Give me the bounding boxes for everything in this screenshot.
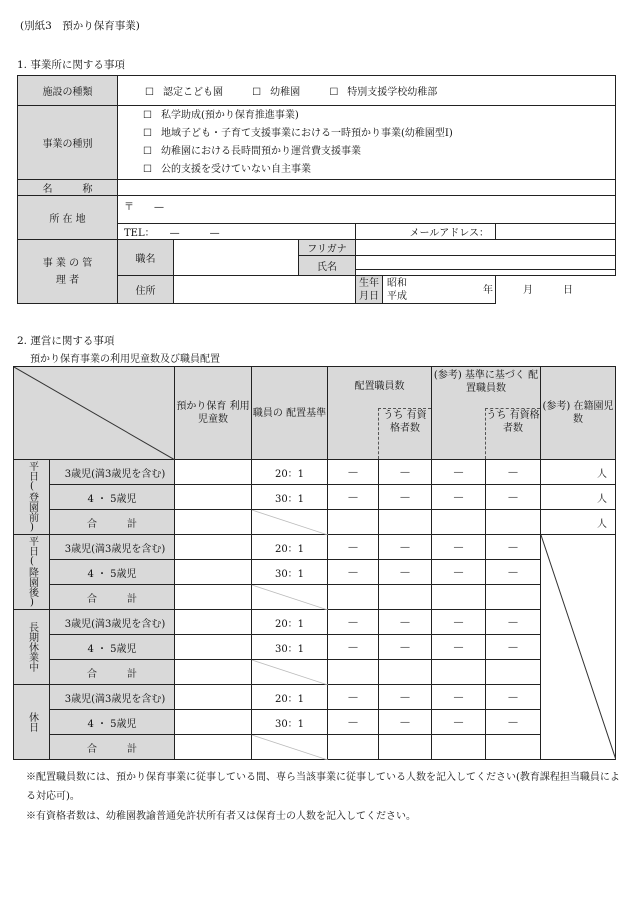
- age-label: 3歳児(満3歳児を含む): [50, 460, 175, 485]
- age-label: 合 計: [50, 735, 175, 760]
- table-row: [14, 585, 616, 610]
- users-count-field[interactable]: [175, 635, 252, 660]
- header-users: 預かり保育 利用児童数: [175, 367, 252, 460]
- age-label: 3歳児(満3歳児を含む): [50, 685, 175, 710]
- header-qualified: うち 有資格者数: [379, 409, 432, 460]
- position-field[interactable]: [174, 240, 299, 276]
- ratio-cell: 20：1: [252, 535, 328, 560]
- header-ref-staff: (参考) 基準に基づく 配置職員数: [432, 367, 541, 409]
- qualified-count-field[interactable]: —: [379, 560, 432, 585]
- diagonal-line-icon: [541, 535, 616, 760]
- ref-qualified-count-field[interactable]: —: [486, 460, 541, 485]
- qualified-count-field[interactable]: [379, 510, 432, 535]
- qualified-count-field[interactable]: —: [379, 460, 432, 485]
- header-ref-enrolled: (参考) 在籍園児数: [541, 367, 616, 460]
- users-count-field[interactable]: [175, 510, 252, 535]
- age-label: 4 ・ 5歳児: [50, 635, 175, 660]
- ref-staff-count-field[interactable]: [432, 585, 486, 610]
- childcare-staff-table: [13, 366, 616, 760]
- users-count-field[interactable]: [175, 660, 252, 685]
- furigana-label: フリガナ: [299, 240, 356, 256]
- table-row: [14, 460, 616, 485]
- ratio-cell: [252, 510, 328, 535]
- facility-type-options: [118, 76, 616, 106]
- staff-count-field[interactable]: —: [328, 635, 379, 660]
- section2-heading: 2. 運営に関する事項: [17, 335, 115, 347]
- header-ref-qualified: うち 有資格者数: [486, 409, 541, 460]
- table-row: [14, 660, 616, 685]
- age-label: 4 ・ 5歳児: [50, 560, 175, 585]
- address-label: 住所: [118, 276, 174, 304]
- age-label: 3歳児(満3歳児を含む): [50, 610, 175, 635]
- section2-subheading: 預かり保育事業の利用児童数及び職員配置: [30, 354, 220, 365]
- users-count-field[interactable]: [175, 585, 252, 610]
- business-option-3[interactable]: ☐ 幼稚園における長時間預かり運営費支援事業: [143, 145, 361, 157]
- facility-info-table: [17, 75, 616, 304]
- ref-qualified-count-field[interactable]: [486, 585, 541, 610]
- enrolled-not-applicable: [541, 535, 616, 760]
- ratio-cell: 20：1: [252, 610, 328, 635]
- notes: [26, 768, 624, 826]
- person-name-field[interactable]: [356, 256, 616, 270]
- business-option-1[interactable]: ☐ 私学助成(預かり保育推進事業): [143, 109, 299, 121]
- age-label: 3歳児(満3歳児を含む): [50, 535, 175, 560]
- ref-staff-count-field[interactable]: [432, 510, 486, 535]
- era-heisei[interactable]: 平成: [387, 290, 407, 302]
- staff-count-field[interactable]: [328, 510, 379, 535]
- table-row: [14, 710, 616, 735]
- email-field[interactable]: [496, 224, 616, 240]
- table-row: [14, 635, 616, 660]
- qualified-count-field[interactable]: —: [379, 710, 432, 735]
- tel-field[interactable]: TEL： — —: [118, 224, 356, 240]
- ref-qualified-count-field[interactable]: —: [486, 560, 541, 585]
- users-count-field[interactable]: [175, 485, 252, 510]
- person-name-label: 氏名: [299, 256, 356, 276]
- users-count-field[interactable]: [175, 685, 252, 710]
- period-label: 休日: [14, 685, 50, 760]
- ratio-cell: 30：1: [252, 635, 328, 660]
- ref-qualified-count-field[interactable]: —: [486, 485, 541, 510]
- ref-qualified-count-field[interactable]: —: [486, 635, 541, 660]
- users-count-field[interactable]: [175, 560, 252, 585]
- email-label: メールアドレス：: [356, 224, 496, 240]
- enrolled-count-field[interactable]: 人: [541, 460, 616, 485]
- business-type-label: 事業の種別: [18, 106, 118, 180]
- checkbox-icon[interactable]: ☐: [145, 87, 154, 98]
- ref-qualified-count-field[interactable]: [486, 510, 541, 535]
- staff-count-field[interactable]: —: [328, 710, 379, 735]
- ref-qualified-count-field[interactable]: —: [486, 535, 541, 560]
- table-row: [14, 535, 616, 560]
- business-option-2[interactable]: ☐ 地域子ども・子育て支援事業における一時預かり事業(幼稚園型Ⅰ): [143, 127, 453, 139]
- manager-label: 事 業 の 管 理 者: [18, 240, 118, 304]
- ref-qualified-count-field[interactable]: —: [486, 685, 541, 710]
- checkbox-icon[interactable]: ☐: [143, 145, 152, 157]
- table-row: [14, 610, 616, 635]
- staff-count-field[interactable]: —: [328, 535, 379, 560]
- qualified-count-field[interactable]: —: [379, 485, 432, 510]
- qualified-count-field[interactable]: [379, 735, 432, 760]
- table-body: [14, 460, 616, 760]
- ref-staff-count-field[interactable]: [432, 735, 486, 760]
- ref-staff-count-field[interactable]: —: [432, 610, 486, 635]
- ref-staff-count-field[interactable]: —: [432, 460, 486, 485]
- staff-count-field[interactable]: —: [328, 685, 379, 710]
- age-label: 合 計: [50, 510, 175, 535]
- diagonal-line-icon: [252, 585, 328, 610]
- table-row: [14, 735, 616, 760]
- diagonal-line-icon: [252, 510, 328, 535]
- users-count-field[interactable]: [175, 710, 252, 735]
- name-field[interactable]: [118, 180, 616, 196]
- diagonal-line-icon: [14, 367, 175, 460]
- facility-option-kodomoen[interactable]: ☐ 認定こども園: [145, 87, 223, 98]
- staff-count-field[interactable]: —: [328, 460, 379, 485]
- birthdate-label: 生年 月日: [356, 276, 383, 304]
- ref-qualified-count-field[interactable]: —: [486, 710, 541, 735]
- facility-option-kindergarten[interactable]: ☐ 幼稚園: [252, 87, 301, 98]
- age-label: 合 計: [50, 585, 175, 610]
- table-corner-diagonal: [14, 367, 175, 460]
- birthdate-field[interactable]: [383, 276, 573, 304]
- name-label: 名 称: [18, 180, 118, 196]
- address-field[interactable]: [174, 276, 356, 304]
- staff-count-field[interactable]: —: [328, 485, 379, 510]
- staff-count-field[interactable]: —: [328, 560, 379, 585]
- age-label: 合 計: [50, 660, 175, 685]
- users-count-field[interactable]: [175, 610, 252, 635]
- age-label: 4 ・ 5歳児: [50, 710, 175, 735]
- ratio-cell: 30：1: [252, 710, 328, 735]
- checkbox-icon[interactable]: ☐: [252, 87, 262, 98]
- ratio-cell: 20：1: [252, 460, 328, 485]
- qualified-count-field[interactable]: —: [379, 610, 432, 635]
- facility-option-special[interactable]: ☐ 特別支援学校幼稚部: [329, 87, 438, 98]
- ref-staff-count-field[interactable]: —: [432, 710, 486, 735]
- ratio-cell: 20：1: [252, 685, 328, 710]
- ref-qualified-count-field[interactable]: [486, 735, 541, 760]
- table-row: [14, 485, 616, 510]
- business-option-4[interactable]: ☐ 公的支援を受けていない自主事業: [143, 163, 311, 175]
- ref-staff-count-field[interactable]: —: [432, 535, 486, 560]
- furigana-field[interactable]: [356, 240, 616, 256]
- ref-qualified-count-field[interactable]: [486, 660, 541, 685]
- checkbox-icon[interactable]: ☐: [329, 87, 339, 98]
- section1-heading: 1. 事業所に関する事項: [17, 59, 125, 71]
- business-type-options: [118, 106, 616, 180]
- ratio-cell: 30：1: [252, 485, 328, 510]
- ref-staff-count-field[interactable]: —: [432, 485, 486, 510]
- age-label: 4 ・ 5歳児: [50, 485, 175, 510]
- staff-count-field[interactable]: [328, 735, 379, 760]
- enrolled-count-field[interactable]: 人: [541, 510, 616, 535]
- checkbox-icon[interactable]: ☐: [143, 163, 152, 175]
- diagonal-line-icon: [252, 735, 328, 760]
- header-staff: 配置職員数: [328, 367, 432, 409]
- note-1: ※配置職員数には、預かり保育事業に従事している間、専ら当該事業に従事している人数を記入してください(教育課程担当職員による対応可)。: [26, 772, 620, 802]
- qualified-count-field[interactable]: [379, 660, 432, 685]
- ref-staff-count-field[interactable]: [432, 660, 486, 685]
- checkbox-icon[interactable]: ☐: [143, 109, 152, 121]
- position-label: 職名: [118, 240, 174, 276]
- document-title: (別紙3 預かり保育事業): [20, 20, 140, 32]
- ref-staff-count-field[interactable]: —: [432, 635, 486, 660]
- ref-staff-count-field[interactable]: —: [432, 560, 486, 585]
- postal-field[interactable]: 〒 —: [118, 196, 616, 224]
- location-label: 所 在 地: [18, 196, 118, 240]
- facility-type-label: 施設の種類: [18, 76, 118, 106]
- qualified-count-field[interactable]: —: [379, 535, 432, 560]
- checkbox-icon[interactable]: ☐: [143, 127, 152, 139]
- ratio-cell: [252, 585, 328, 610]
- users-count-field[interactable]: [175, 535, 252, 560]
- users-count-field[interactable]: [175, 460, 252, 485]
- users-count-field[interactable]: [175, 735, 252, 760]
- era-showa[interactable]: 昭和: [387, 277, 407, 289]
- qualified-count-field[interactable]: —: [379, 635, 432, 660]
- header-standard: 職員の 配置基準: [252, 367, 328, 460]
- period-label: 長期休業中: [14, 610, 50, 685]
- staff-count-field[interactable]: [328, 660, 379, 685]
- ratio-cell: 30：1: [252, 560, 328, 585]
- staff-count-field[interactable]: —: [328, 610, 379, 635]
- ratio-cell: [252, 660, 328, 685]
- enrolled-count-field[interactable]: 人: [541, 485, 616, 510]
- table-row: [14, 685, 616, 710]
- ratio-cell: [252, 735, 328, 760]
- staff-count-field[interactable]: [328, 585, 379, 610]
- table-row: [14, 510, 616, 535]
- ref-staff-count-field[interactable]: —: [432, 685, 486, 710]
- ref-qualified-count-field[interactable]: —: [486, 610, 541, 635]
- diagonal-line-icon: [252, 660, 328, 685]
- date-units: 年 月 日: [483, 285, 573, 296]
- qualified-count-field[interactable]: [379, 585, 432, 610]
- period-label: 平日(登園前): [14, 460, 50, 535]
- note-2: ※有資格者数は、幼稚園教諭普通免許状所有者又は保育士の人数を記入してください。: [26, 811, 416, 822]
- qualified-count-field[interactable]: —: [379, 685, 432, 710]
- period-label: 平日(降園後): [14, 535, 50, 610]
- table-row: [14, 560, 616, 585]
